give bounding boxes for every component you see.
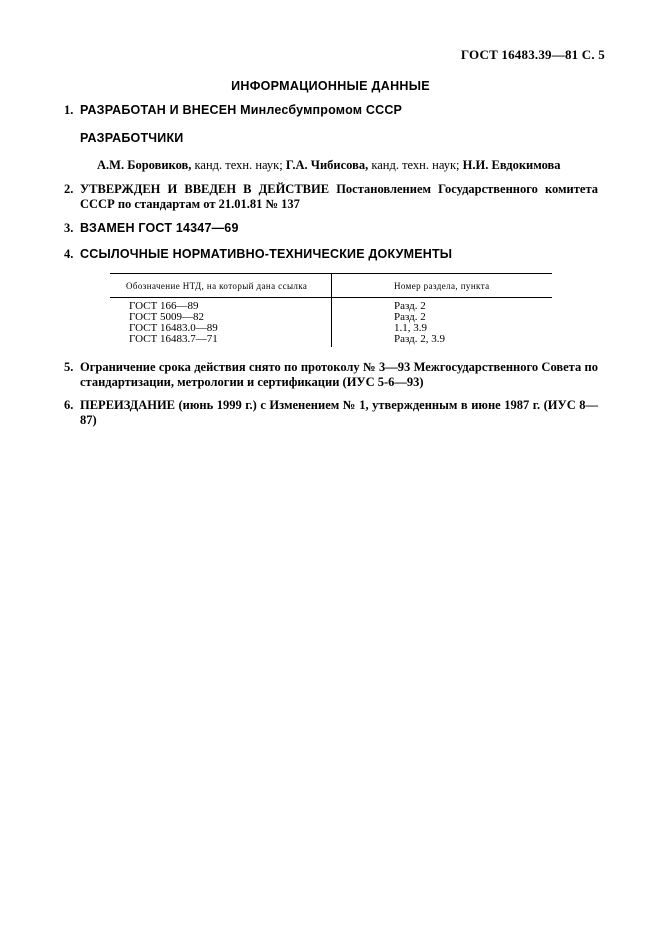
item-6 — [64, 398, 598, 428]
item-3 — [64, 221, 598, 236]
cell-document: ГОСТ 16483.7—71 — [110, 334, 332, 347]
column-header-section: Номер раздела, пункта — [332, 274, 553, 298]
developers-heading: РАЗРАБОТЧИКИ — [80, 131, 184, 145]
item-number: 3. — [64, 221, 74, 235]
column-header-document: Обозначение НТД, на который дана ссылка — [110, 274, 332, 298]
item-2 — [64, 182, 598, 212]
item-text: УТВЕРЖДЕН И ВВЕДЕН В ДЕЙСТВИЕ Постановлением Государственного комитета СССР по стандартам от 21.01.81 № 137 — [80, 182, 598, 211]
developer-name: Н.И. Евдокимова — [462, 158, 561, 172]
item-1 — [64, 103, 598, 118]
item-text: ССЫЛОЧНЫЕ НОРМАТИВНО-ТЕХНИЧЕСКИЕ ДОКУМЕНТЫ — [80, 247, 453, 261]
developer-degree: канд. техн. наук; — [371, 158, 460, 172]
item-number: 5. — [64, 360, 74, 374]
cell-section: Разд. 2 — [394, 311, 426, 323]
item-text: Ограничение срока действия снято по протоколу № 3—93 Межгосударственного Совета по стандартизации, метрологии и сертификации (ИУС 5-6—93) — [80, 360, 598, 389]
item-number: 4. — [64, 247, 74, 261]
cell-document: ГОСТ 5009—82 — [110, 312, 332, 323]
table-header-row — [110, 274, 552, 298]
page-header: ГОСТ 16483.39—81 С. 5 — [460, 47, 605, 62]
developer-degree: канд. техн. наук; — [194, 158, 283, 172]
developers-list — [97, 158, 561, 173]
item-number: 2. — [64, 182, 74, 196]
cell-section: 1.1, 3.9 — [394, 322, 427, 334]
item-text: ВЗАМЕН ГОСТ 14347—69 — [80, 221, 239, 235]
references-table — [110, 273, 552, 347]
item-4 — [64, 247, 598, 262]
cell-section: Разд. 2, 3.9 — [394, 333, 445, 345]
table-row — [110, 298, 552, 313]
cell-document: ГОСТ 16483.0—89 — [110, 323, 332, 334]
item-number: 6. — [64, 398, 74, 412]
document-title: ИНФОРМАЦИОННЫЕ ДАННЫЕ — [231, 79, 430, 93]
item-text: РАЗРАБОТАН И ВНЕСЕН Минлесбумпромом СССР — [80, 103, 403, 117]
developer-name: А.М. Боровиков, — [97, 158, 192, 172]
item-text: ПЕРЕИЗДАНИЕ (июнь 1999 г.) с Изменением № 1, утвержденным в июне 1987 г. (ИУС 8—87) — [80, 398, 598, 427]
developer-name: Г.А. Чибисова, — [285, 158, 369, 172]
item-number: 1. — [64, 103, 74, 117]
cell-section: Разд. 2 — [394, 300, 426, 312]
table-row — [110, 334, 552, 347]
item-5 — [64, 360, 598, 390]
cell-document: ГОСТ 166—89 — [110, 298, 332, 313]
